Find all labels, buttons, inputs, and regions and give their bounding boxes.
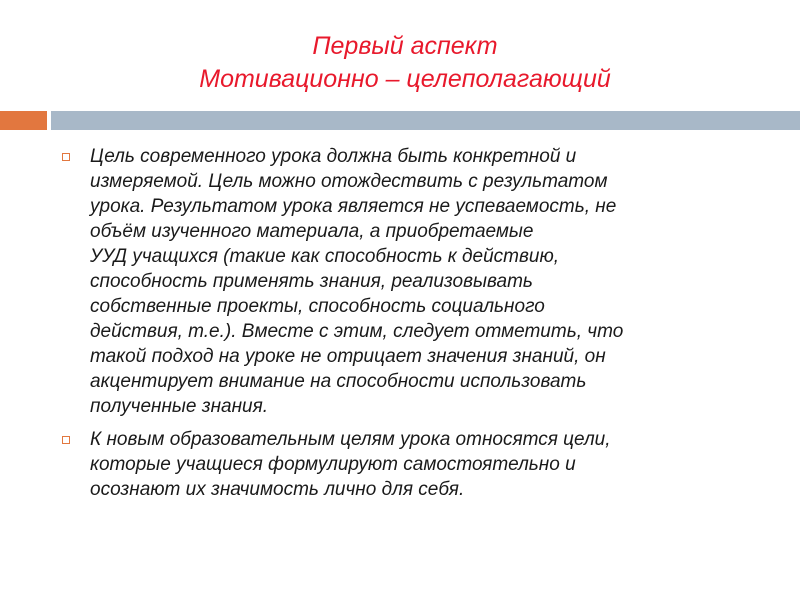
text-line: УУД учащихся (такие как способность к действию,	[90, 246, 560, 267]
square-bullet-icon	[62, 153, 70, 161]
bullet-text	[90, 144, 752, 419]
text-line: полученные знания.	[90, 396, 269, 417]
text-line: осознают их значимость лично для себя.	[90, 479, 465, 500]
text-line: способность применять знания, реализовывать	[90, 271, 533, 292]
text-line: Цель современного урока должна быть конкретной и	[90, 146, 577, 167]
text-line: такой подход на уроке не отрицает значения знаний, он	[90, 346, 606, 367]
bullet-item	[62, 144, 752, 419]
bullet-list	[62, 144, 752, 510]
text-line: которые учащиеся формулируют самостоятельно и	[90, 454, 576, 475]
slide-title-line-1: Первый аспект	[312, 32, 498, 60]
text-line: урока. Результатом урока является не успеваемость, не	[90, 196, 617, 217]
slide-title	[0, 30, 800, 96]
text-line: собственные проекты, способность социального	[90, 296, 545, 317]
text-line: действия, т.е.). Вместе с этим, следует отметить, что	[90, 321, 624, 342]
bullet-text	[90, 427, 752, 502]
divider-accent-gray	[51, 111, 800, 130]
divider-accent-orange	[0, 111, 47, 130]
text-line: измеряемой. Цель можно отождествить с результатом	[90, 171, 608, 192]
text-line: объём изученного материала, а приобретаемые	[90, 221, 534, 242]
square-bullet-icon	[62, 436, 70, 444]
bullet-item	[62, 427, 752, 502]
text-line: акцентирует внимание на способности использовать	[90, 371, 587, 392]
text-line: К новым образовательным целям урока относятся цели,	[90, 429, 611, 450]
slide-title-line-2: Мотивационно – целеполагающий	[199, 65, 611, 93]
